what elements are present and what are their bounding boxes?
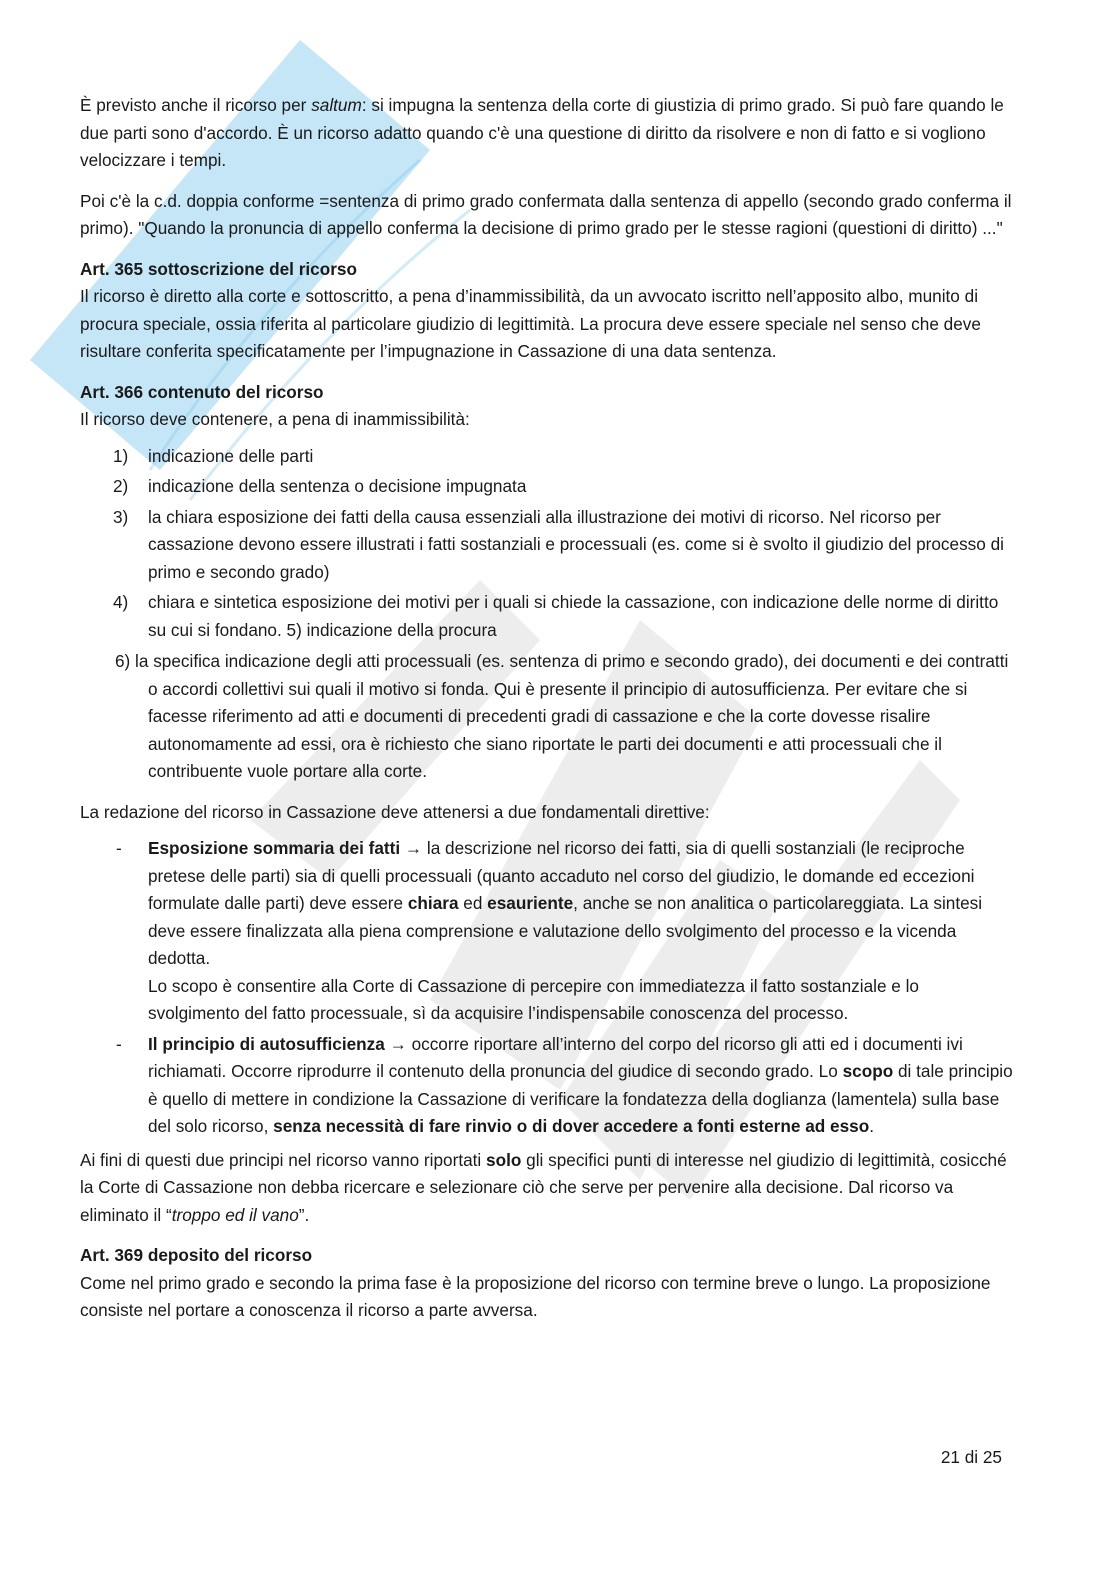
paragraph-art-366-intro: Il ricorso deve contenere, a pena di inammissibilità: (80, 409, 470, 429)
text-run: gli specifici punti di interesse nel giudizio di legittimità, cosicché la Corte di Cassazione non debba ricercare e selezionare ciò che serve per pervenire alla decisione. Dal ricorso va eliminato il “ (80, 1149, 1007, 1225)
paragraph-directives-intro: La redazione del ricorso in Cassazione deve attenersi a due fondamentali direttive: (80, 801, 710, 822)
text-run: → la descrizione nel ricorso dei fatti, sia di quelli sostanziali (le reciproche pretese delle parti) sia di quelli processuali (quanto accaduto nel corso del giudizio, le domande ed eccezioni formulate dalle parti) deve essere (148, 838, 975, 913)
bold-term: scopo (842, 1061, 894, 1081)
text-run: . (869, 1116, 874, 1136)
dash-list (80, 835, 1014, 1141)
heading-art-365: Art. 365 sottoscrizione del ricorso (80, 258, 357, 279)
list-item (80, 443, 1014, 471)
paragraph-art-365: Il ricorso è diretto alla corte e sottoscritto, a pena d’inammissibilità, da un avvocato iscritto nell’apposito albo, munito di procura speciale, ossia riferita al particolare giudizio di legittimità. La procura deve essere speciale nel senso che deve risultare conferita specificatamente per l’impugnazione in Cassazione di una data sentenza. (80, 286, 981, 361)
dash-bullet: - (116, 1033, 122, 1054)
bold-term: senza necessità di fare rinvio o di dover accedere a fonti esterne ad esso (273, 1116, 870, 1136)
list-number: 4) (113, 592, 129, 612)
bold-term: esauriente (487, 893, 574, 913)
dash-bullet: - (116, 838, 122, 858)
paragraph-closing (80, 1147, 1014, 1230)
list-item-6: 6) la specifica indicazione degli atti processuali (es. sentenza di primo e secondo grado), dei documenti e dei contratti o accordi collettivi sui quali il motivo si fonda. Qui è presente il principio di autosufficienza. Per evitare che si facesse riferimento ad atti e documenti di precedenti gradi di cassazione e che la corte dovesse risalire autonomamente ad essi, ora è richiesto che siano riportate le parti dei documenti e atti processuali che il contribuente vuole portare alla corte. (115, 651, 1009, 781)
list-item-text: indicazione della sentenza o decisione impugnata (148, 476, 527, 496)
list-item (80, 473, 1014, 501)
list-number: 3) (113, 506, 129, 527)
text-run: , anche se non analitica o particolareggiata. La sintesi deve essere finalizzata alla piena comprensione e valutazione dello svolgimento del processo e la vicenda dedotta. (148, 893, 983, 968)
text-run: Lo scopo è consentire alla Corte di Cassazione di percepire con immediatezza il fatto sostanziale e lo svolgimento del fatto processuale, sì da acquisire l’indispensabile conoscenza del processo. (148, 975, 919, 1023)
list-item-text: chiara e sintetica esposizione dei motivi per i quali si chiede la cassazione, con indicazione delle norme di diritto su cui si fondano. 5) indicazione della procura (148, 592, 999, 640)
list-item-text: indicazione delle parti (148, 445, 314, 466)
paragraph-doppia-conforme: Poi c'è la c.d. doppia conforme =sentenza di primo grado confermata dalla sentenza di appello (secondo grado conferma il primo). "Quando la pronuncia di appello conferma la decisione di primo grado per le stesse ragioni (questioni di diritto) ..." (80, 190, 1012, 238)
text-run: ed (458, 893, 488, 913)
dash-item-esposizione (80, 835, 1014, 1028)
paragraph-art-369: Come nel primo grado e secondo la prima fase è la proposizione del ricorso con termine breve o lungo. La proposizione consiste nel portare a conoscenza il ricorso a parte avversa. (80, 1272, 991, 1320)
numbered-list (80, 443, 1014, 645)
list-number: 2) (113, 476, 129, 496)
list-number: 1) (113, 445, 129, 466)
text-run: di tale principio è quello di mettere in condizione la Cassazione di verificare la fondatezza della doglianza (lamentela) sulla base del solo ricorso, (148, 1061, 1013, 1136)
text-run: ”. (298, 1204, 310, 1225)
dash-item-autosufficienza (80, 1031, 1014, 1141)
italic-term: troppo ed il vano (171, 1204, 299, 1225)
text-run: È previsto anche il ricorso per (80, 95, 312, 115)
list-item (80, 504, 1014, 587)
document-content (80, 92, 1014, 1325)
text-run: Ai fini di questi due principi nel ricorso vanno riportati (80, 1149, 487, 1170)
paragraph-saltum (80, 92, 1014, 175)
bold-term: Esposizione sommaria dei fatti (148, 838, 401, 858)
bold-term: solo (486, 1149, 522, 1170)
list-item (80, 589, 1014, 644)
heading-art-366: Art. 366 contenuto del ricorso (80, 381, 324, 402)
list-item-text: la chiara esposizione dei fatti della causa essenziali alla illustrazione dei motivi di ricorso. Nel ricorso per cassazione devono essere illustrati i fatti sostanziali e processuali (es. come si è svolto il giudizio del processo di primo e secondo grado) (148, 506, 1004, 582)
page-number: 21 di 25 (940, 1447, 1002, 1467)
heading-art-369: Art. 369 deposito del ricorso (80, 1245, 313, 1265)
italic-term: saltum (311, 95, 362, 115)
bold-term: Il principio di autosufficienza (148, 1033, 385, 1054)
text-run: : si impugna la sentenza della corte di giustizia di primo grado. Si può fare quando le due parti sono d'accordo. È un ricorso adatto quando c'è una questione di diritto da risolvere e non di fatto e si vogliono velocizzare i tempi. (80, 95, 1004, 170)
text-run: → occorre riportare all’interno del corpo del ricorso gli atti ed i documenti ivi richiamati. Occorre riprodurre il contenuto della pronuncia del giudice di secondo grado. Lo (148, 1033, 963, 1081)
bold-term: chiara (407, 893, 459, 913)
